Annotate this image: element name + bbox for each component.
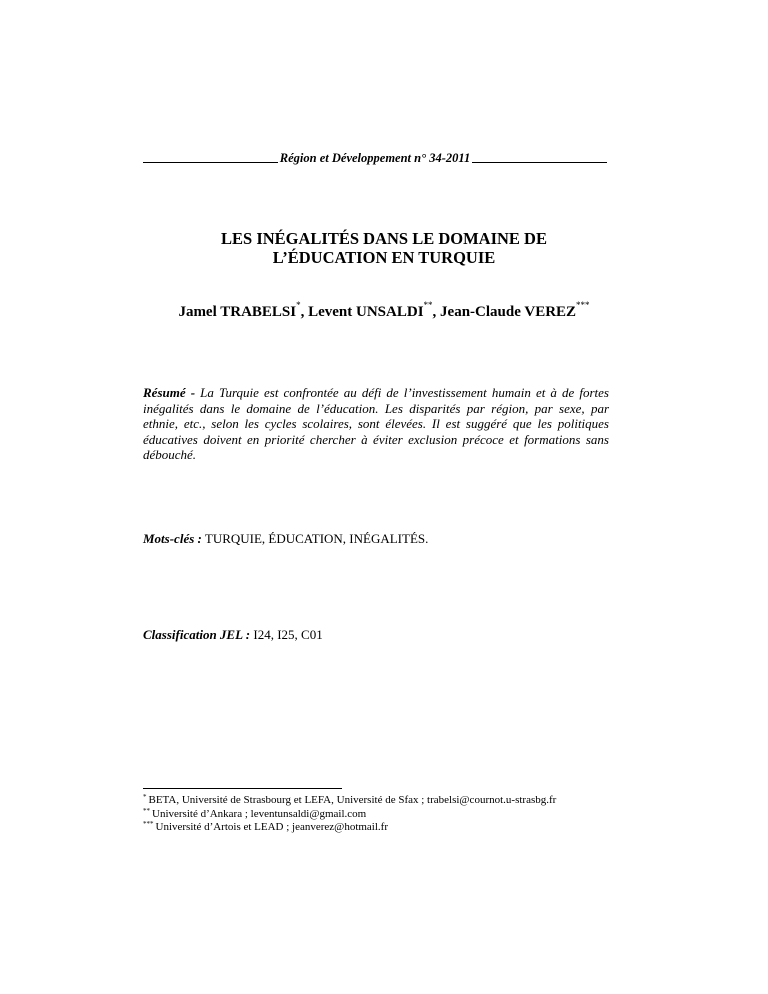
footnote-text: Université d’Ankara ; leventunsaldi@gmail.com [152, 807, 367, 820]
keywords-label: Mots-clés : [143, 531, 202, 546]
footnote-marker: * [296, 300, 301, 310]
footnote-item [143, 821, 556, 835]
author-separator: , [300, 304, 309, 320]
abstract [143, 385, 609, 463]
author-name: Jean-Claude VEREZ [440, 304, 577, 320]
footnote-text: Université d’Artois et LEAD ; jeanverez@hotmail.fr [155, 821, 388, 833]
footnote-mark: *** [143, 820, 154, 828]
abstract-text: La Turquie est confrontée au défi de l’investissement humain et à de fortes inégalités dans le domaine de l’éducation. Les disparités par région, par sexe, par ethnie, etc., selon les cycles scolaires, sont élevées. Il est suggéré que les politiques éducatives doivent en priorité chercher à éviter exclusion précoce et formations sans débouché. [143, 385, 609, 463]
journal-name: Région et Développement n° 34-2011 [279, 151, 471, 165]
jel-value: I24, I25, C01 [253, 627, 323, 642]
keywords [143, 531, 428, 547]
footnote-item [143, 808, 556, 822]
running-header [143, 146, 607, 166]
title-line-1: LES INÉGALITÉS DANS LE DOMAINE DE [221, 229, 547, 248]
header-rule-right [472, 162, 607, 163]
author-list [0, 300, 768, 321]
header-rule-left [143, 162, 278, 163]
author-name: Levent UNSALDI [308, 304, 424, 320]
author-separator: , [432, 304, 441, 320]
footnote-mark: * [143, 793, 147, 801]
jel-label: Classification JEL : [143, 627, 251, 642]
keywords-value: TURQUIE, ÉDUCATION, INÉGALITÉS. [204, 531, 429, 546]
author-name: Jamel TRABELSI [178, 304, 297, 320]
footnotes [143, 794, 556, 835]
footnote-marker: *** [576, 300, 590, 310]
title-line-2: L’ÉDUCATION EN TURQUIE [272, 248, 496, 267]
footnote-mark: ** [143, 806, 150, 815]
abstract-label: Résumé - [143, 385, 196, 400]
footnote-item [143, 794, 556, 808]
jel-classification [143, 627, 323, 643]
article-title [0, 229, 768, 267]
footnote-separator [143, 788, 342, 789]
footnote-text: BETA, Université de Strasbourg et LEFA, Université de Sfax ; trabelsi@cournot.u-strasbg.fr [148, 794, 557, 806]
footnote-marker: ** [423, 300, 433, 310]
